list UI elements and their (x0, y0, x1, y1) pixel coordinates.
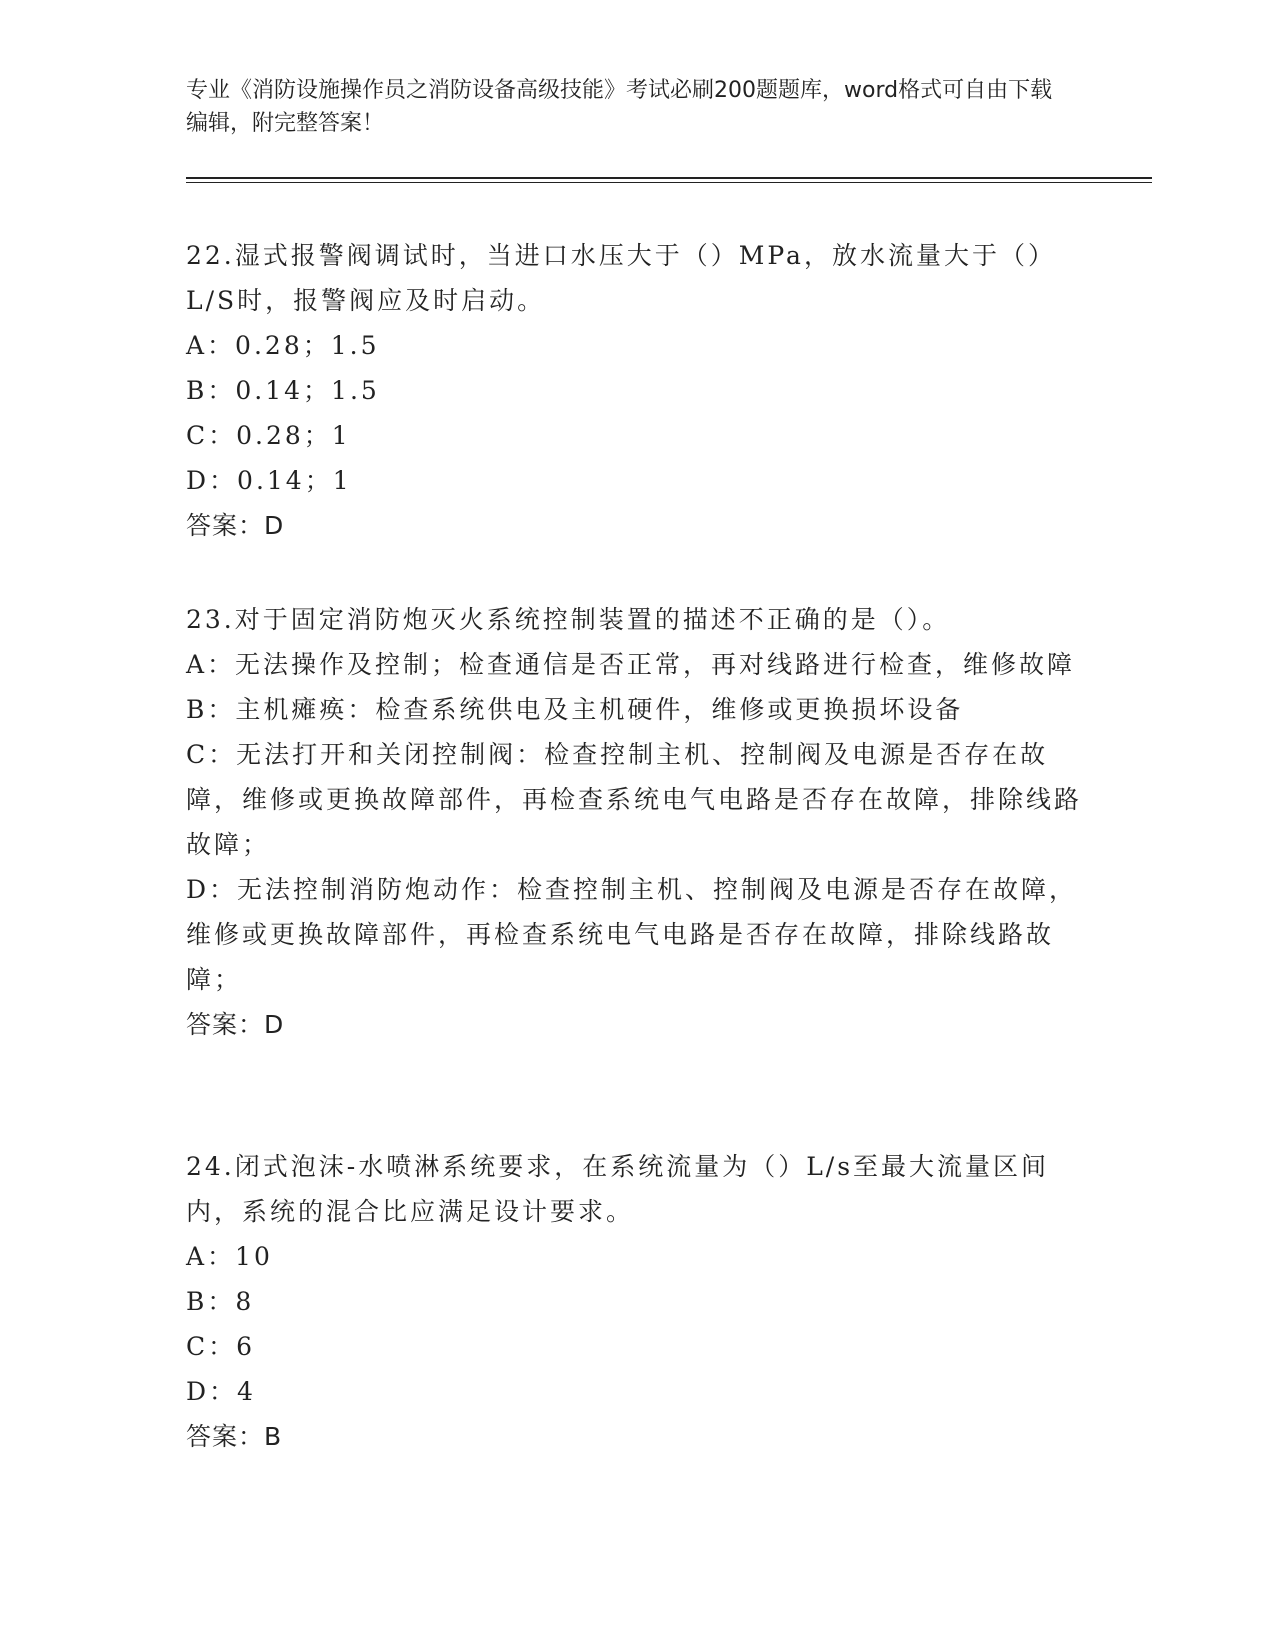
question-23 (186, 597, 1086, 1047)
document-header: 专业《消防设施操作员之消防设备高级技能》考试必刷200题题库，word格式可自由下载编辑，附完整答案！ (186, 78, 1053, 136)
option-b: B：8 (186, 1287, 255, 1316)
header-divider-thin (186, 182, 1152, 183)
header-divider (186, 177, 1152, 179)
question-stem: 23.对于固定消防炮灭火系统控制装置的描述不正确的是（）。 (186, 605, 951, 634)
option-c: C：无法打开和关闭控制阀：检查控制主机、控制阀及电源是否存在故障，维修或更换故障部件，再检查系统电气电路是否存在故障，排除线路故障； (186, 740, 1083, 859)
answer: 答案：D (186, 1010, 285, 1039)
question-stem: 24.闭式泡沫-水喷淋系统要求，在系统流量为（）L/s至最大流量区间内，系统的混合比应满足设计要求。 (186, 1152, 1050, 1226)
option-d: D：4 (186, 1377, 256, 1406)
option-a: A：10 (186, 1242, 273, 1271)
answer: 答案：D (186, 511, 285, 540)
option-a: A：0.28；1.5 (186, 331, 380, 360)
option-c: C：6 (186, 1332, 256, 1361)
question-stem: 22.湿式报警阀调试时，当进口水压大于（）MPa，放水流量大于（）L/S时，报警阀应及时启动。 (186, 241, 1056, 315)
question-24 (186, 1144, 1086, 1459)
answer: 答案：B (186, 1422, 283, 1451)
option-b: B：0.14；1.5 (186, 376, 380, 405)
option-d: D：无法控制消防炮动作：检查控制主机、控制阀及电源是否存在故障，维修或更换故障部件，再检查系统电气电路是否存在故障，排除线路故障； (186, 875, 1078, 994)
option-d: D：0.14；1 (186, 466, 352, 495)
option-a: A：无法操作及控制；检查通信是否正常，再对线路进行检查，维修故障 (186, 650, 1076, 679)
option-b: B：主机瘫痪：检查系统供电及主机硬件，维修或更换损坏设备 (186, 695, 964, 724)
question-22 (186, 233, 1086, 548)
option-c: C：0.28；1 (186, 421, 351, 450)
